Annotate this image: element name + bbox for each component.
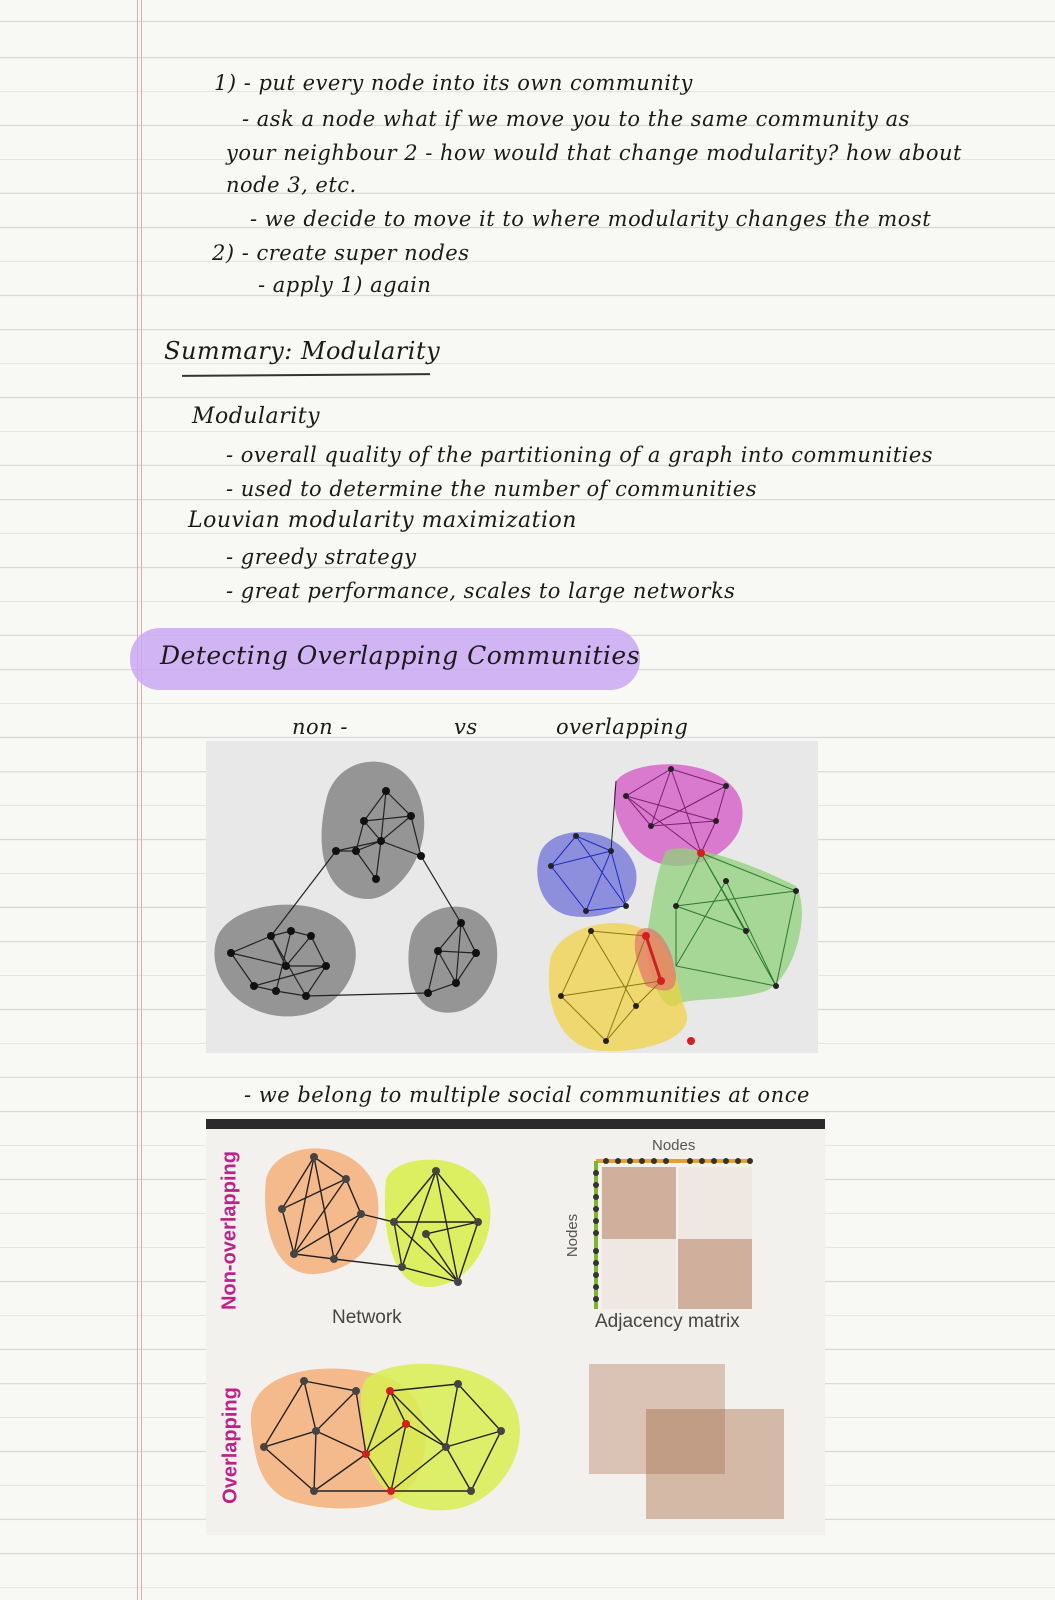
summary-title: Summary: Modularity <box>164 337 441 365</box>
note-line-3: your neighbour 2 - how would that change modularity? how about <box>226 141 962 165</box>
summary-heading: Modularity <box>192 404 320 429</box>
note-line-4: node 3, etc. <box>226 173 357 197</box>
network-label: Network <box>332 1307 402 1328</box>
summary-bullet-4: - great performance, scales to large networks <box>226 579 736 603</box>
row-label-non-overlapping: Non-overlapping <box>218 1151 241 1310</box>
summary-bullet-1: - overall quality of the partitioning of a graph into communities <box>226 443 934 467</box>
label-non: non - <box>292 715 348 739</box>
label-vs: vs <box>454 715 478 739</box>
note-line-7: - apply 1) again <box>258 273 432 297</box>
summary-bullet-2: - used to determine the number of communities <box>226 477 757 501</box>
note-line-1: 1) - put every node into its own community <box>214 71 693 95</box>
network-matrix-figure <box>206 1119 825 1535</box>
community-comparison-figure <box>206 741 818 1053</box>
note-line-2: - ask a node what if we move you to the same community as <box>242 107 910 131</box>
overlapping-graph <box>537 764 802 1051</box>
network-overlapping <box>251 1364 520 1511</box>
margin-line <box>137 0 142 1600</box>
matrix-overlapping <box>589 1364 784 1519</box>
nodes-top-label: Nodes <box>652 1137 696 1154</box>
title-underline <box>182 373 430 377</box>
row-label-overlapping: Overlapping <box>219 1387 242 1504</box>
matrix-non-overlapping <box>593 1158 753 1309</box>
note-line-6: 2) - create super nodes <box>212 241 470 265</box>
summary-heading-2: Louvian modularity maximization <box>188 508 577 533</box>
section-note: - we belong to multiple social communities at once <box>244 1083 810 1107</box>
section-title: Detecting Overlapping Communities <box>160 641 641 670</box>
network-non-overlapping <box>265 1148 490 1287</box>
nodes-side-label: Nodes <box>564 1213 582 1258</box>
matrix-label: Adjacency matrix <box>595 1311 740 1332</box>
note-line-5: - we decide to move it to where modularity changes the most <box>250 207 932 231</box>
non-overlapping-graph <box>214 762 497 1017</box>
summary-bullet-3: - greedy strategy <box>226 545 417 569</box>
label-overlapping: overlapping <box>556 715 689 739</box>
